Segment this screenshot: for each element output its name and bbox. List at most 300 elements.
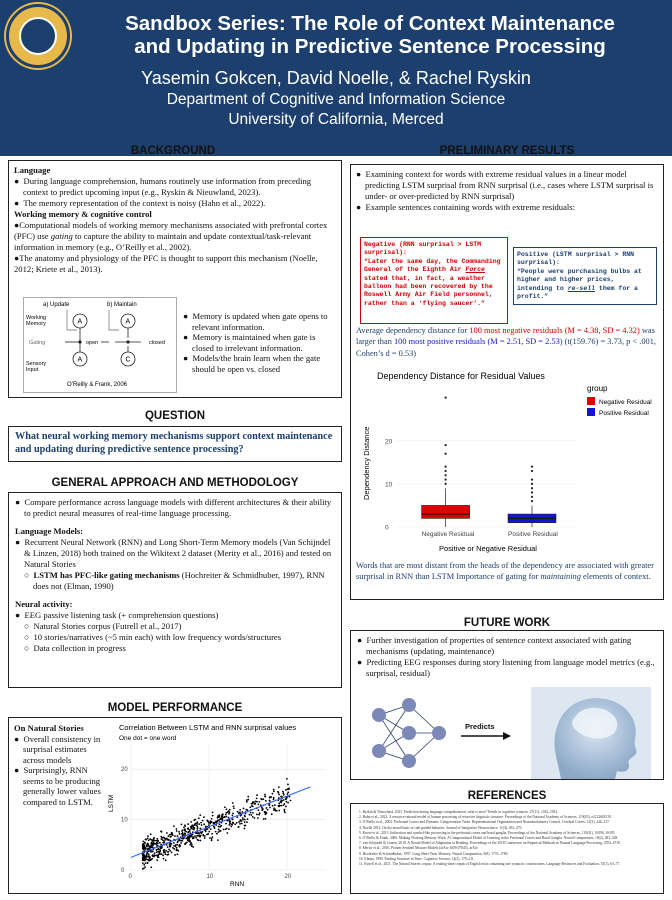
scatter-point bbox=[257, 817, 259, 819]
scatter-point bbox=[179, 846, 181, 848]
scatter-point bbox=[151, 844, 153, 846]
scatter-point bbox=[244, 828, 246, 830]
scatter-point bbox=[157, 840, 159, 842]
scatter-point bbox=[198, 832, 200, 834]
scatter-point bbox=[216, 833, 218, 835]
scatter-point bbox=[226, 808, 228, 810]
scatter-point bbox=[287, 791, 289, 793]
scatter-point bbox=[199, 840, 201, 842]
scatter-point bbox=[222, 813, 224, 815]
scatter-point bbox=[226, 832, 228, 834]
scatter-point bbox=[176, 849, 178, 851]
scatter-point bbox=[273, 789, 275, 791]
list-item: ● EEG passive listening task (+ comprehension questions) bbox=[15, 610, 219, 620]
scatter-point bbox=[197, 828, 199, 830]
scatter-point bbox=[283, 794, 285, 796]
reference-item: 4. Noelle 2012. On the neural basis of rule-guided behavior. Journal of Integrative Neuroscience, 11(4), 453–475. bbox=[359, 825, 523, 830]
list-item: ○ Data collection in progress bbox=[24, 643, 126, 653]
scatter-point bbox=[156, 851, 158, 853]
scatter-point bbox=[246, 821, 248, 823]
scatter-point bbox=[163, 851, 165, 853]
scatter-point bbox=[264, 796, 266, 798]
scatter-point bbox=[191, 845, 193, 847]
scatter-point bbox=[196, 825, 198, 827]
scatter-point bbox=[148, 846, 150, 848]
scatter-point bbox=[217, 820, 219, 822]
scatter-point bbox=[221, 815, 223, 817]
language-heading: Language bbox=[14, 165, 51, 175]
scatter-point bbox=[148, 839, 150, 841]
scatter-point bbox=[203, 823, 205, 825]
list-item: ● During language comprehension, humans routinely use information from preceding context to predict upcoming input (e.g., Ryskin & Nieuwland, 2023). bbox=[14, 176, 312, 197]
scatter-point bbox=[206, 820, 208, 822]
positive-example-box bbox=[513, 247, 657, 305]
reference-item: 11. Futrell et al., 2021. The Natural Stories corpus: A reading-time corpus of English texts containing rare syntactic constructions. Language Resources and Evaluation, 55(1), 63–77. bbox=[359, 862, 621, 867]
positive-heading: Positive (LSTM surprisal > RNN surprisal): bbox=[517, 251, 635, 267]
scatter-point bbox=[257, 803, 259, 805]
scatter-point bbox=[144, 856, 146, 858]
scatter-point bbox=[209, 837, 211, 839]
background-box bbox=[8, 160, 342, 398]
scatter-point bbox=[258, 814, 260, 816]
future-box bbox=[350, 630, 664, 780]
scatter-point bbox=[203, 816, 205, 818]
scatter-point bbox=[168, 854, 170, 856]
x-tick-label: 10 bbox=[206, 874, 214, 880]
scatter-point bbox=[154, 840, 156, 842]
scatter-point bbox=[176, 844, 178, 846]
svg-text:A: A bbox=[77, 318, 83, 326]
scatter-point bbox=[215, 831, 217, 833]
list-item: ○ 10 stories/narratives (~5 min each) with low frequency words/structures bbox=[24, 632, 282, 642]
scatter-point bbox=[155, 855, 157, 857]
outlier-point bbox=[445, 397, 447, 399]
scatter-point bbox=[236, 816, 238, 818]
section-title-prelim: PRELIMINARY RESULTS bbox=[439, 145, 575, 157]
scatter-point bbox=[176, 853, 178, 855]
scatter-point bbox=[229, 821, 231, 823]
scatter-point bbox=[270, 796, 272, 798]
scatter-point bbox=[208, 824, 210, 826]
model-performance-text bbox=[14, 723, 108, 807]
list-item: ● Predicting EEG responses during story listening from language model metrics (e.g., surprisal, residual) bbox=[357, 657, 655, 678]
scatter-point bbox=[265, 800, 267, 802]
scatter-point bbox=[229, 809, 231, 811]
list-item: ○ Natural Stories corpus (Futrell et al., 2017) bbox=[24, 621, 182, 631]
scatter-point bbox=[180, 842, 182, 844]
scatter-point bbox=[194, 819, 196, 821]
scatter-point bbox=[145, 858, 147, 860]
scatter-point bbox=[163, 849, 165, 851]
scatter-point bbox=[204, 837, 206, 839]
scatter-point bbox=[150, 866, 152, 868]
scatter-point bbox=[280, 802, 282, 804]
scatter-point bbox=[156, 838, 158, 840]
scatter-point bbox=[263, 818, 265, 820]
scatter-point bbox=[256, 797, 258, 799]
scatter-point bbox=[211, 839, 213, 841]
legend-label: Positive Residual bbox=[599, 410, 649, 417]
scatter-point bbox=[187, 828, 189, 830]
lm-heading: Language Models: bbox=[15, 526, 84, 536]
scatter-point bbox=[287, 784, 289, 786]
scatter-point bbox=[282, 791, 284, 793]
outlier-point bbox=[445, 444, 447, 446]
outlier-point bbox=[531, 491, 533, 493]
scatter-point bbox=[168, 848, 170, 850]
scatter-point bbox=[278, 786, 280, 788]
scatter-point bbox=[186, 842, 188, 844]
scatter-point bbox=[183, 834, 185, 836]
scatter-point bbox=[289, 796, 291, 798]
scatter-point bbox=[258, 809, 260, 811]
scatter-point bbox=[144, 862, 146, 864]
outlier-point bbox=[445, 466, 447, 468]
scatter-point bbox=[151, 854, 153, 856]
scatter-point bbox=[156, 844, 158, 846]
scatter-point bbox=[285, 801, 287, 803]
list-item: ● The memory representation of the context is noisy (Hahn et al., 2022). bbox=[14, 198, 266, 208]
scatter-point bbox=[244, 819, 246, 821]
scatter-point bbox=[177, 840, 179, 842]
list-item: ● Recurrent Neural Network (RNN) and Long Short-Term Memory models (Van Schijndel & Linzen, 2018) both trained on the Wikitext 2 dataset (Merity et al., 2016) and tested on Natural Stories bbox=[15, 537, 332, 569]
reference-item: 3. O’Reilly et al., 2002. Prefrontal Cortex and Dynamic Categorization Tasks: Representational Organization and Neuromodulatory Control. Cerebral Cortex, 12(3), 246–257. bbox=[359, 820, 610, 825]
scatter-point bbox=[260, 798, 262, 800]
scatter-point bbox=[264, 794, 266, 796]
na-heading: Neural activity: bbox=[15, 599, 73, 609]
scatter-point bbox=[264, 811, 266, 813]
scatter-subtitle: One dot = one word bbox=[119, 735, 177, 742]
scatter-point bbox=[213, 826, 215, 828]
scatter-point bbox=[267, 809, 269, 811]
reference-item: 2. Hahn et al., 2022. A resource-rational model of human processing of recursive linguistic structure. Proceedings of the National Academy of Sciences, 119(43), e2122602119. bbox=[359, 815, 612, 820]
scatter-point bbox=[142, 854, 144, 856]
scatter-point bbox=[234, 823, 236, 825]
scatter-point bbox=[231, 823, 233, 825]
y-tick-label: 20 bbox=[121, 767, 128, 774]
list-item: ● Memory is updated when gate opens to relevant information. bbox=[183, 311, 328, 332]
section-title-background: BACKGROUND bbox=[130, 145, 216, 157]
list-item: ●Computational models of working memory mechanisms associated with prefrontal cortex (PFC) use gating to capture the ability to maintain and update contextual/task-relevant information in memory (e.g., O’Reilly et al., 2002). bbox=[14, 220, 328, 252]
reference-item: 1. Ryskin & Nieuwland, 2023. Prediction during language comprehension: what is next? Trends in cognitive sciences, 27(11), 1032–1052. bbox=[359, 810, 559, 814]
scatter-point bbox=[215, 820, 217, 822]
reference-item: 7. van Schijndel & Linzen, 2018. A Neural Model of Adaptation in Reading. Proceedings of the 2018 Conference on Empirical Methods in Natural Language Processing, 4704–4710. bbox=[359, 841, 621, 846]
scatter-point bbox=[167, 839, 169, 841]
scatter-point bbox=[244, 821, 246, 823]
scatter-point bbox=[218, 815, 220, 817]
scatter-point bbox=[169, 850, 171, 852]
scatter-point bbox=[256, 794, 258, 796]
scatter-point bbox=[273, 797, 275, 799]
scatter-point bbox=[233, 805, 235, 807]
y-tick-label: 0 bbox=[121, 868, 125, 874]
section-title-future: FUTURE WORK bbox=[463, 617, 551, 629]
outlier-point bbox=[445, 470, 447, 472]
scatter-point bbox=[250, 814, 252, 816]
scatter-point bbox=[223, 829, 225, 831]
scatter-point bbox=[273, 799, 275, 801]
scatter-point bbox=[145, 848, 147, 850]
affiliation: Department of Cognitive and Information Science University of California, Merced bbox=[166, 91, 506, 128]
scatter-point bbox=[156, 849, 158, 851]
section-title-approach: GENERAL APPROACH AND METHODOLOGY bbox=[51, 477, 299, 489]
scatter-point bbox=[169, 834, 171, 836]
svg-text:Input: Input bbox=[26, 367, 39, 373]
svg-text:open: open bbox=[86, 340, 99, 346]
scatter-point bbox=[192, 836, 194, 838]
scatter-point bbox=[181, 833, 183, 835]
scatter-point bbox=[198, 839, 200, 841]
scatter-point bbox=[241, 811, 243, 813]
scatter-point bbox=[184, 828, 186, 830]
scatter-point bbox=[174, 854, 176, 856]
scatter-point bbox=[202, 834, 204, 836]
scatter-point bbox=[202, 820, 204, 822]
scatter-point bbox=[243, 808, 245, 810]
scatter-point bbox=[232, 812, 234, 814]
svg-text:Memory: Memory bbox=[26, 321, 46, 327]
scatter-point bbox=[152, 850, 154, 852]
scatter-point bbox=[252, 812, 254, 814]
scatter-point bbox=[190, 821, 192, 823]
scatter-point bbox=[162, 855, 164, 857]
scatter-point bbox=[261, 807, 263, 809]
scatter-point bbox=[219, 826, 221, 828]
scatter-point bbox=[201, 831, 203, 833]
scatter-point bbox=[159, 853, 161, 855]
scatter-point bbox=[154, 854, 156, 856]
scatter-point bbox=[236, 822, 238, 824]
prelim-box bbox=[350, 164, 664, 600]
list-item: ● Examining context for words with extreme residual values in a linear model predicting LSTM surprisal from RNN surprisal (i.e., cases where LSTM surprisal is under- or over-predicted by RNN surprisal) bbox=[356, 169, 654, 201]
y-tick-label: 20 bbox=[385, 438, 393, 446]
scatter-point bbox=[184, 824, 186, 826]
scatter-point bbox=[252, 816, 254, 818]
scatter-point bbox=[146, 862, 148, 864]
list-item: ● Example sentences containing words with extreme residuals: bbox=[356, 202, 576, 212]
poster-title: Sandbox Series: The Role of Context Maintenance and Updating in Predictive Sentence Processing bbox=[125, 12, 615, 58]
outlier-point bbox=[445, 478, 447, 480]
scatter-point bbox=[251, 803, 253, 805]
box-negative bbox=[422, 505, 470, 518]
scatter-point bbox=[278, 794, 280, 796]
scatter-point bbox=[148, 860, 150, 862]
scatter-point bbox=[142, 841, 144, 843]
scatter-point bbox=[252, 806, 254, 808]
scatter-point bbox=[218, 831, 220, 833]
scatter-point bbox=[231, 815, 233, 817]
scatter-point bbox=[189, 831, 191, 833]
scatter-point bbox=[150, 851, 152, 853]
y-tick-label: 10 bbox=[385, 481, 393, 489]
svg-text:Sensory: Sensory bbox=[26, 361, 47, 367]
scatter-point bbox=[187, 823, 189, 825]
scatter-point bbox=[272, 805, 274, 807]
scatter-point bbox=[228, 817, 230, 819]
scatter-point bbox=[218, 826, 220, 828]
svg-text:Gating: Gating bbox=[29, 340, 46, 346]
scatter-point bbox=[173, 825, 175, 827]
boxplot-ylabel: Dependency Distance bbox=[362, 426, 371, 500]
authors: Yasemin Gokcen, David Noelle, & Rachel Ryskin bbox=[141, 68, 531, 88]
scatter-point bbox=[153, 838, 155, 840]
negative-sentence: “Later the same day, the Commanding General of the Eighth Air Force stated that, in fact, a weather balloon had been recovered by the Roswell Army Air Field personnel, rather than a ‘flying saucer’.” bbox=[364, 257, 501, 307]
scatter-point bbox=[224, 816, 226, 818]
scatter-point bbox=[143, 859, 145, 861]
scatter-point bbox=[285, 798, 287, 800]
outlier-point bbox=[445, 483, 447, 485]
scatter-point bbox=[259, 812, 261, 814]
scatter-point bbox=[228, 810, 230, 812]
scatter-point bbox=[247, 796, 249, 798]
scatter-point bbox=[276, 810, 278, 812]
scatter-point bbox=[167, 846, 169, 848]
list-item: ● Models/the brain learn when the gate should be open vs. closed bbox=[183, 353, 321, 374]
outlier-point bbox=[531, 500, 533, 502]
scatter-xlabel: RNN bbox=[230, 881, 245, 888]
approach-box bbox=[8, 492, 342, 688]
scatter-point bbox=[282, 792, 284, 794]
legend-label: Negative Residual bbox=[599, 399, 652, 406]
outlier-point bbox=[445, 453, 447, 455]
scatter-point bbox=[272, 793, 274, 795]
scatter-point bbox=[189, 844, 191, 846]
scatter-point bbox=[173, 842, 175, 844]
scatter-point bbox=[142, 848, 144, 850]
x-tick-label: 20 bbox=[284, 874, 292, 880]
list-item: ● Further investigation of properties of sentence context associated with gating mechanisms (updating, maintenance) bbox=[357, 635, 632, 656]
scatter-point bbox=[157, 855, 159, 857]
gating-figure bbox=[23, 297, 177, 393]
scatter-point bbox=[177, 835, 179, 837]
scatter-point bbox=[167, 835, 169, 837]
scatter-point bbox=[210, 828, 212, 830]
scatter-point bbox=[187, 832, 189, 834]
scatter-point bbox=[167, 851, 169, 853]
scatter-point bbox=[151, 847, 153, 849]
poster-header bbox=[0, 0, 672, 156]
scatter-point bbox=[211, 836, 213, 838]
reference-item: 8. Merity et al., 2016. Pointer Sentinel Mixture Models (arXiv:1609.07843). arXiv. bbox=[359, 846, 479, 851]
scatter-point bbox=[179, 844, 181, 846]
positive-sentence: “People were purchasing bulbs at higher and higher prices, intending to re-sell them for a profit.” bbox=[517, 267, 642, 301]
scatter-point bbox=[252, 801, 254, 803]
scatter-point bbox=[190, 842, 192, 844]
fig-b-label: b) Maintain bbox=[107, 302, 137, 308]
scatter-point bbox=[239, 809, 241, 811]
scatter-point bbox=[254, 803, 256, 805]
scatter-point bbox=[174, 835, 176, 837]
list-item: ○ LSTM has PFC-like gating mechanisms (Hochreiter & Schmidhuber, 1997), RNN does not (Elman, 1990) bbox=[24, 570, 325, 591]
scatter-point bbox=[238, 812, 240, 814]
svg-text:Working: Working bbox=[26, 315, 47, 321]
scatter-point bbox=[285, 789, 287, 791]
scatter-point bbox=[280, 796, 282, 798]
mp-heading: On Natural Stories bbox=[14, 723, 84, 733]
scatter-point bbox=[201, 824, 203, 826]
scatter-point bbox=[207, 833, 209, 835]
scatter-point bbox=[224, 806, 226, 808]
scatter-point bbox=[183, 826, 185, 828]
scatter-point bbox=[265, 813, 267, 815]
scatter-point bbox=[193, 829, 195, 831]
scatter-point bbox=[193, 824, 195, 826]
outlier-point bbox=[531, 483, 533, 485]
section-title-references: REFERENCES bbox=[467, 790, 547, 802]
outlier-point bbox=[531, 478, 533, 480]
scatter-point bbox=[194, 835, 196, 837]
scatter-point bbox=[211, 833, 213, 835]
scatter-point bbox=[218, 829, 220, 831]
svg-text:A: A bbox=[77, 356, 83, 364]
scatter-point bbox=[242, 819, 244, 821]
scatter-point bbox=[194, 827, 196, 829]
scatter-point bbox=[199, 836, 201, 838]
scatter-point bbox=[242, 817, 244, 819]
scatter-point bbox=[244, 825, 246, 827]
scatter-point bbox=[144, 841, 146, 843]
scatter-point bbox=[238, 821, 240, 823]
negative-example-box bbox=[360, 237, 508, 324]
scatter-point bbox=[219, 823, 221, 825]
scatter-point bbox=[161, 837, 163, 839]
scatter-point bbox=[256, 801, 258, 803]
question-text: What neural working memory mechanisms support context maintenance and updating during predictive sentence processing? bbox=[15, 431, 333, 455]
svg-text:closed: closed bbox=[149, 340, 165, 346]
svg-text:C: C bbox=[125, 356, 131, 364]
model-performance-box bbox=[8, 717, 342, 894]
y-tick-label: 0 bbox=[385, 524, 389, 532]
x-tick-label: Positive Residual bbox=[508, 531, 558, 538]
scatter-point bbox=[179, 833, 181, 835]
scatter-point bbox=[163, 858, 165, 860]
scatter-point bbox=[143, 843, 145, 845]
scatter-point bbox=[147, 835, 149, 837]
scatter-point bbox=[246, 809, 248, 811]
scatter-point bbox=[269, 800, 271, 802]
scatter-point bbox=[158, 849, 160, 851]
scatter-point bbox=[152, 840, 154, 842]
scatter-point bbox=[287, 793, 289, 795]
scatter-point bbox=[181, 823, 183, 825]
y-tick-label: 10 bbox=[121, 817, 128, 824]
outlier-point bbox=[531, 496, 533, 498]
scatter-point bbox=[159, 849, 161, 851]
references-box bbox=[350, 803, 664, 894]
scatter-point bbox=[217, 817, 219, 819]
scatter-point bbox=[147, 837, 149, 839]
scatter-point bbox=[281, 805, 283, 807]
scatter-point bbox=[185, 831, 187, 833]
negative-heading: Negative (RNN surprisal > LSTM surprisal): bbox=[364, 241, 482, 257]
scatter-point bbox=[249, 814, 251, 816]
boxplot-title: Dependency Distance for Residual Values bbox=[377, 371, 545, 381]
scatter-point bbox=[196, 821, 198, 823]
scatter-title: Correlation Between LSTM and RNN surprisal values bbox=[119, 723, 297, 732]
scatter-point bbox=[237, 811, 239, 813]
scatter-point bbox=[184, 832, 186, 834]
scatter-point bbox=[176, 828, 178, 830]
list-item: ● Memory is maintained when gate is closed to irrelevant information. bbox=[183, 332, 316, 353]
scatter-point bbox=[181, 840, 183, 842]
scatter-point bbox=[240, 819, 242, 821]
scatter-point bbox=[219, 830, 221, 832]
question-box bbox=[8, 426, 342, 462]
scatter-point bbox=[177, 850, 179, 852]
scatter-point bbox=[149, 856, 151, 858]
scatter-point bbox=[144, 846, 146, 848]
scatter-point bbox=[176, 830, 178, 832]
